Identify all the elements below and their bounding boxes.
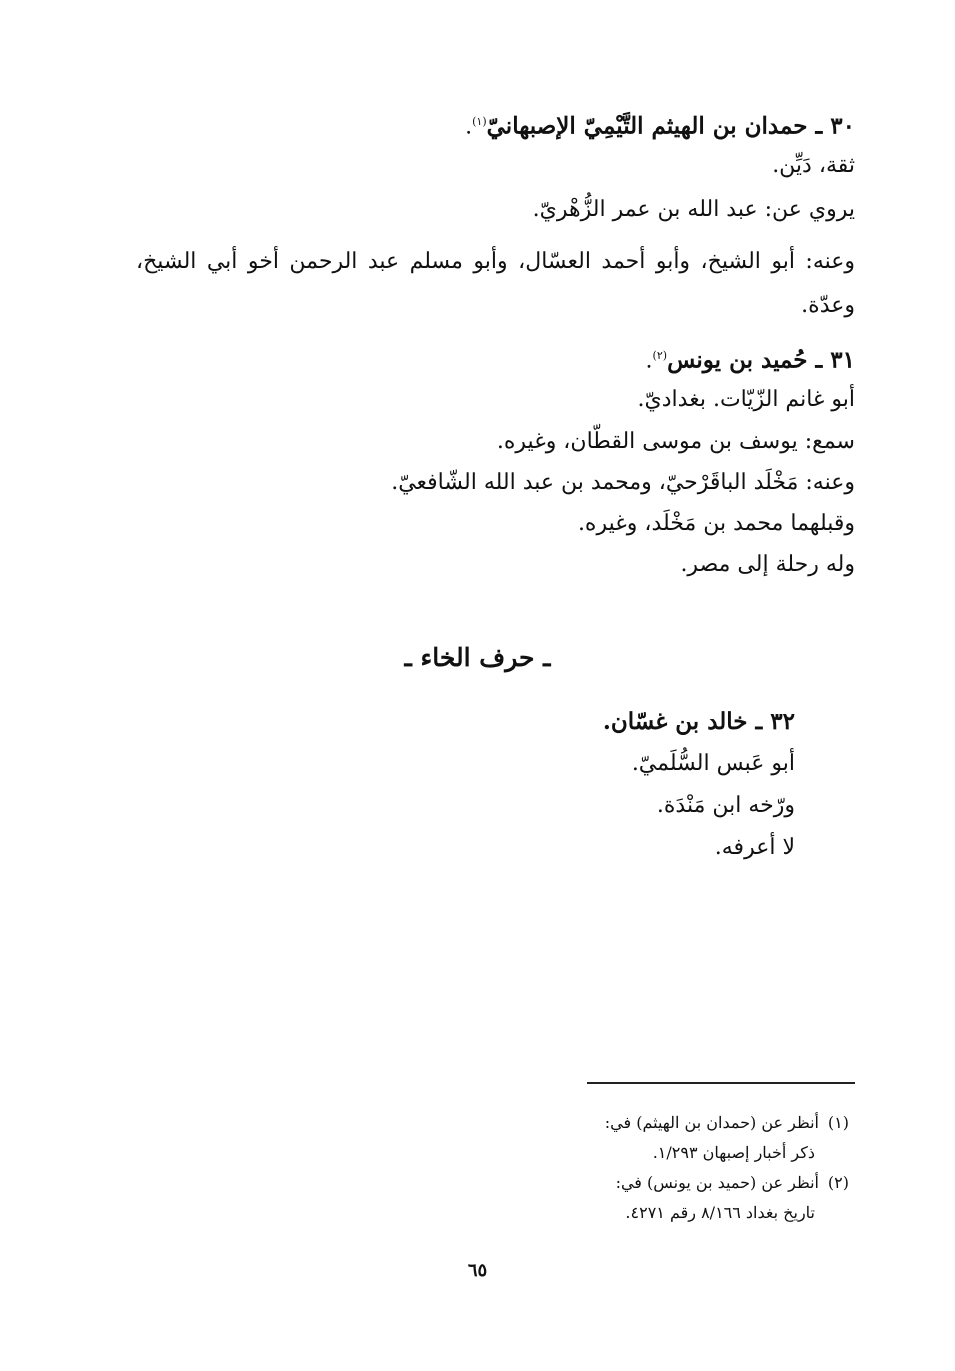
entry-32-name: ٣٢ ـ خالد بن غسّان. — [602, 708, 795, 735]
section-heading: ـ حرف الخاء ـ — [404, 643, 551, 672]
footnote-2 — [616, 1168, 849, 1198]
entry-30-line-1: ثقة، دَيِّن. — [772, 153, 855, 178]
footnote-1-number: (١) — [827, 1113, 849, 1132]
entry-32-title — [603, 700, 795, 745]
entry-31-name: ٣١ ـ حُميد بن يونس — [667, 346, 855, 374]
entry-31-line-2: سمع: يوسف بن موسى القطّان، وغيره. — [496, 429, 855, 454]
footnote-2-line-1: أنظر عن (حميد بن يونس) في: — [615, 1173, 819, 1192]
entry-30-name: ٣٠ ـ حمدان بن الهيثم التَّيْمِيّ الإصبهانيّ — [486, 112, 855, 140]
entry-31-title-end: . — [645, 348, 653, 374]
footnote-ref-2[interactable]: (٢) — [652, 349, 668, 362]
footnote-1-line-2: ذكر أخبار إصبهان ١/٢٩٣. — [652, 1143, 815, 1162]
entry-30-line-3: وعنه: أبو الشيخ، وأبو أحمد العسّال، وأبو مسلم عبد الرحمن أخو أبي الشيخ، وعدّة. — [136, 249, 855, 318]
entry-31-line-5: وله رحلة إلى مصر. — [680, 552, 855, 577]
entry-31-title — [646, 334, 855, 383]
footnote-ref-1[interactable]: (١) — [472, 115, 487, 128]
footnote-1 — [605, 1108, 849, 1138]
entry-30-title-end: . — [465, 114, 473, 140]
entry-31-line-3: وعنه: مَخْلَد الباقَرْحيّ، ومحمد بن عبد الله الشّافعيّ. — [391, 470, 855, 495]
entry-32-line-2: ورّخه ابن مَنْدَة. — [656, 793, 795, 818]
footnote-2-line-2: تاريخ بغداد ٨/١٦٦ رقم ٤٢٧١. — [625, 1203, 815, 1222]
entry-30-title — [465, 100, 855, 149]
entry-31-line-1: أبو غانم الزّيّات. بغداديّ. — [637, 387, 855, 412]
footnote-2-number: (٢) — [827, 1173, 849, 1192]
entry-32-line-1: أبو عَبس السُّلَميّ. — [631, 751, 795, 776]
footnote-divider — [587, 1082, 855, 1084]
entry-31-line-4: وقبلهما محمد بن مَخْلَد، وغيره. — [577, 511, 855, 536]
page-number: ٦٥ — [467, 1260, 488, 1281]
entry-32-line-3: لا أعرفه. — [714, 835, 795, 860]
footnote-1-line-1: أنظر عن (حمدان بن الهيثم) في: — [604, 1113, 819, 1132]
entry-30-line-2: يروي عن: عبد الله بن عمر الزُّهْريّ. — [532, 197, 855, 222]
